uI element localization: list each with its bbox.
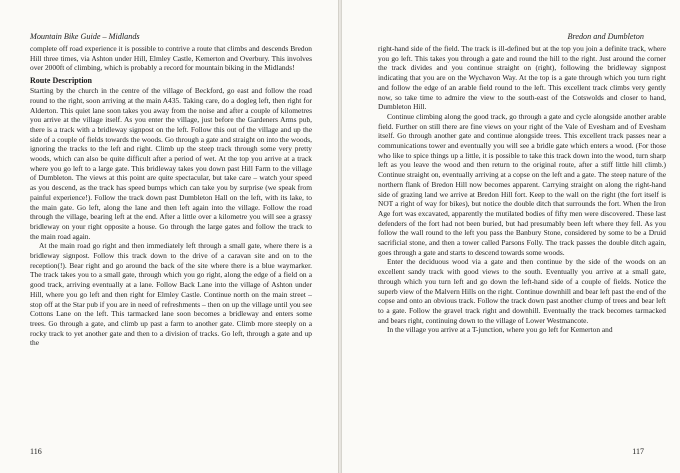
right-page-body — [378, 44, 666, 335]
page-number-left: 116 — [30, 447, 42, 456]
right-paragraph: Enter the deciduous wood via a gate and then continue by the side of the woods on an excellent sandy track with good views to the south. Eventually you arrive at a small gate, through which you turn left and go down the left-hand side of a couple of fields. Notice the superb view of the Malvern Hills on the right. Continue downhill and bear left past the end of the copse and onto an obvious track. Follow the track down past another clump of trees and bear left to a gate. Follow the gravel track right and downhill. Eventually the track becomes tarmacked and bears right, continuing down to the village of Lower Westmancote. — [378, 257, 666, 325]
right-paragraph: Continue climbing along the good track, go through a gate and cycle alongside another arable field. Further on still there are fine views on your right of the Vale of Evesham and of Evesham itself. Go through another gate and continue alongside trees. This excellent track passes near a communications tower and eventually you will see a bridle gate which enters a wood. (For those who like to spice things up a little, it is possible to take this track down into the wood, turn sharp left as you leave the wood and then return to the original route, after a stiff little hill climb.) Continue straight on, eventually arriving at a copse on the left and a gate. The steep nature of the northern flank of Bredon Hill now becomes apparent. Carrying straight on along the right-hand side of grazing land we arrive at Bredon Hill fort. Keep to the wall on the right (the fort itself is NOT a right of way for bikes), but notice the double ditch that surrounds the fort. When the Iron Age fort was excavated, apparently the mutilated bodies of fifty men were discovered. These last defenders of the fort had not been buried, but had presumably been left where they fell. As you follow the wall round to the left you pass the Banbury Stone, considered by some to be a Druid sacrificial stone, and then a tower called Parsons Folly. The track passes the double ditch again, goes through a gate and starts to descend towards some woods. — [378, 111, 666, 257]
section-heading: Route Description — [30, 76, 92, 86]
left-paragraph: At the main road go right and then immediately left through a small gate, where there is a bridleway signpost. Follow this track down to the drive of a caravan site and on to the reception(!). Bear right and go around the back of the site where there is a blue waymarker. The track takes you to a small gate, through which you go right, along the edge of a field on a good track, arriving eventually at a lane. Follow Back Lane into the village of Ashton under Hill, where you go left and then right for Elmley Castle. Continue north on the main street – stop off at the Star pub if you are in need of refreshments – then on up the village until you see Cottons Lane on the left. This tarmacked lane soon becomes a bridleway and enters some trees. Go through a gate, and climb up past a farm to another gate. Climb more steeply on a rocky track to yet another gate and then to a division of tracks. Go left, through a gate and up the — [30, 241, 312, 348]
left-page-body — [30, 44, 312, 348]
left-paragraph: Starting by the church in the centre of the village of Beckford, go east and follow the road round to the right, soon arriving at the main A435. Taking care, do a dogleg left, then right for Alderton. This quiet lane soon takes you away from the noise and after a couple of kilometres you arrive at the village itself. As you enter the village, just before the Gardeners Arms pub, there is a track with a bridleway signpost on the left. Follow this out of the village and up the side of a couple of fields towards the woods. Go through a gate and straight on into the woods, ignoring the tracks to the left and right. Climb up the steep track through some very pretty woods, which can also be quite difficult after a period of wet. At the top you arrive at a track where you go left to a large gate. This bridleway takes you down past Hill Farm to the village of Dumbleton. The views at this point are quite spectacular, but take care – watch your speed as you descend, as the track has speed bumps which can take you by surprise (we speak from painful experience!). Follow the track down past Dumbleton Hall on the left, with its lake, to the main gate. Go left, along the lane and then left again into the village. Follow the road through the village, bearing left at the end. After a little over a kilometre you will see a grassy bridleway on your right opposite a house. Go through the large gates and follow the track to the main road again. — [30, 86, 312, 241]
right-page — [342, 0, 680, 473]
left-opening-paragraph: complete off road experience it is possible to contrive a route that climbs and descends Bredon Hill three times, via Ashton under Hill, Elmley Castle, Kemerton and Overbury. This involves over 2000ft of climbing, which is probably a record for mountain biking in the Midlands! — [30, 44, 312, 73]
right-opening-paragraph: right-hand side of the field. The track is ill-defined but at the top you join a definite track, where you go left. This takes you through a gate and round the hill to the right. Just around the corner the track divides and you continue straight on (right), following the bridleway signpost indicating that you are on the Wychavon Way. At the top is a gate through which you turn right and follow the edge of an arable field round to the left. This excellent track climbs very gently now, so take time to admire the view to the south-east of the Cotswolds and closer to hand, Dumbleton Hill. — [378, 44, 666, 112]
right-paragraph: In the village you arrive at a T-junction, where you go left for Kemerton and — [387, 325, 613, 335]
page-number-right: 117 — [632, 447, 644, 456]
left-page — [0, 0, 338, 473]
running-head-left: Mountain Bike Guide – Midlands — [30, 32, 140, 41]
running-head-right: Bredon and Dumbleton — [567, 32, 644, 41]
